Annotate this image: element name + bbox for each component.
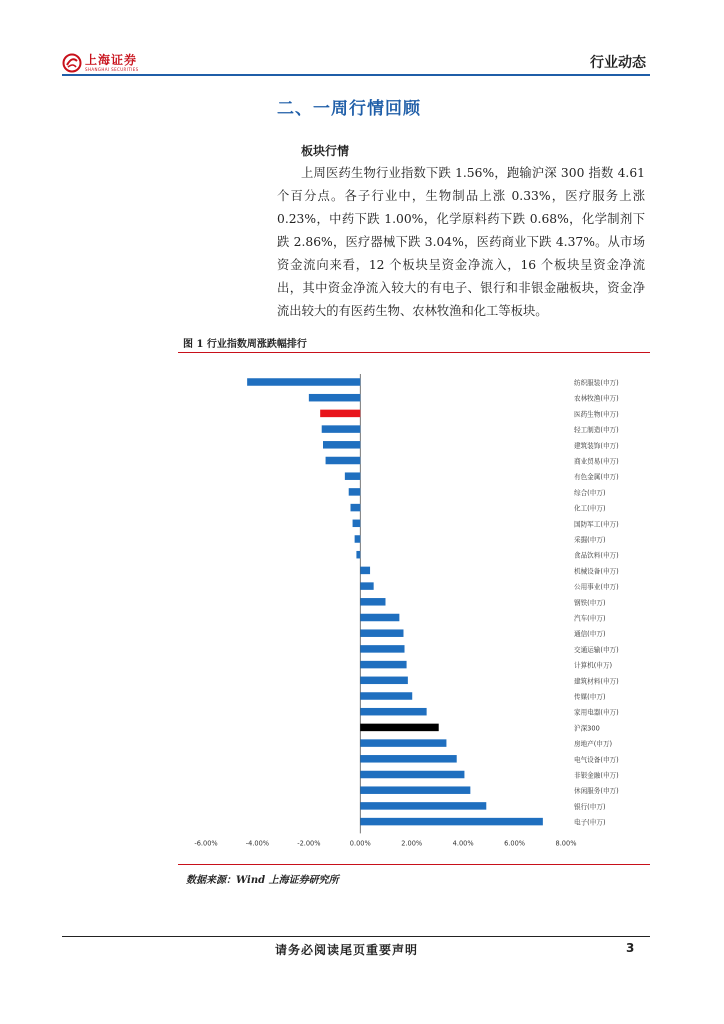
category-label-25: 非银金融(申万) <box>574 771 619 780</box>
x-tick-label-0: -6.00% <box>194 839 218 848</box>
bar-26 <box>360 786 470 794</box>
x-tick-label-3: 0.00% <box>349 839 371 848</box>
bar-14 <box>360 598 385 606</box>
page-number: 3 <box>626 941 635 955</box>
category-label-12: 机械设备(申万) <box>574 567 619 576</box>
category-label-10: 采掘(申万) <box>574 536 606 544</box>
x-tick-label-6: 6.00% <box>504 839 526 848</box>
bar-8 <box>351 504 361 512</box>
bar-12 <box>360 567 370 575</box>
x-tick-label-2: -2.00% <box>297 839 321 848</box>
bar-22 <box>360 724 438 732</box>
category-label-9: 国防军工(申万) <box>574 520 619 529</box>
category-label-15: 汽车(申万) <box>574 614 606 623</box>
header-divider <box>62 74 650 76</box>
bar-7 <box>349 488 361 496</box>
category-label-5: 商业贸易(申万) <box>574 457 619 466</box>
bar-16 <box>360 629 403 637</box>
figure-bottom-rule <box>178 864 650 865</box>
section-title: 二、一周行情回顾 <box>277 99 421 119</box>
category-label-16: 通信(申万) <box>574 630 606 639</box>
figure-caption: 图 1 行业指数周涨跌幅排行 <box>183 339 307 350</box>
category-label-17: 交通运输(申万) <box>574 645 619 654</box>
category-label-1: 农林牧渔(申万) <box>574 394 619 403</box>
footer-disclaimer: 请务必阅读尾页重要声明 <box>275 943 419 957</box>
bar-11 <box>356 551 360 559</box>
x-tick-label-7: 8.00% <box>555 839 577 848</box>
body-paragraph: 上周医药生物行业指数下跌 1.56%，跑输沪深 300 指数 4.61 个百分点。各子行业中，生物制品上涨 0.33%，医疗服务上涨 0.23%，中药下跌 1.00%，化学原料药下跌 0.68%，化学制剂下跌 2.86%，医疗器械下跌 3.04%，医药商业下跌 4.37%。从市场资金流向来看，12 个板块呈资金净流入，16 个板块呈资金净流出，其中资金净流入较大的有电子、银行和非银金融板块，资金净流出较大的有医药生物、农林牧渔和化工等板块。 <box>277 166 645 318</box>
subsection-title: 板块行情 <box>301 144 350 158</box>
bar-13 <box>360 582 373 590</box>
category-label-7: 综合(申万) <box>574 488 606 497</box>
bar-25 <box>360 771 464 779</box>
x-tick-label-1: -4.00% <box>245 839 270 848</box>
logo-emblem-icon <box>62 53 82 73</box>
category-label-18: 计算机(申万) <box>574 661 613 670</box>
bar-4 <box>323 441 360 449</box>
category-label-20: 传媒(申万) <box>574 693 606 701</box>
data-source-note: 数据来源：Wind 上海证券研究所 <box>186 875 339 886</box>
category-label-3: 轻工制造(申万) <box>574 426 619 435</box>
bar-3 <box>322 425 361 433</box>
category-label-26: 休闲服务(申万) <box>574 787 619 796</box>
category-label-11: 食品饮料(申万) <box>574 551 619 560</box>
category-label-2: 医药生物(申万) <box>574 410 619 419</box>
category-label-0: 纺织服装(申万) <box>574 379 619 387</box>
x-tick-label-4: 2.00% <box>401 839 423 848</box>
company-logo <box>62 50 139 76</box>
bar-6 <box>345 472 360 480</box>
bar-20 <box>360 692 412 700</box>
category-label-19: 建筑材料(申万) <box>574 677 619 686</box>
bar-24 <box>360 755 456 763</box>
bar-10 <box>355 535 361 543</box>
category-label-23: 房地产(申万) <box>574 740 613 749</box>
bar-15 <box>360 614 399 622</box>
bar-0 <box>247 378 360 386</box>
x-tick-label-5: 4.00% <box>452 839 474 848</box>
category-label-13: 公用事业(申万) <box>574 583 619 592</box>
category-label-6: 有色金属(申万) <box>574 473 619 482</box>
bar-1 <box>309 394 360 402</box>
category-label-28: 电子(申万) <box>574 818 606 827</box>
logo-english-name: SHANGHAI SECURITIES <box>85 67 139 72</box>
logo-chinese-name: 上海证券 <box>85 53 138 67</box>
footer-divider <box>62 936 650 937</box>
category-label-27: 银行(申万) <box>574 802 606 811</box>
category-label-22: 沪深300 <box>574 724 600 733</box>
bar-18 <box>360 661 406 669</box>
category-label-14: 钢铁(申万) <box>574 598 606 607</box>
category-label-8: 化工(申万) <box>574 504 606 513</box>
bar-2 <box>320 410 360 418</box>
category-label-24: 电气设备(申万) <box>574 755 619 764</box>
bar-21 <box>360 708 426 716</box>
figure-top-rule <box>178 352 650 353</box>
document-type-label: 行业动态 <box>590 55 646 71</box>
bar-17 <box>360 645 404 653</box>
bar-19 <box>360 677 408 685</box>
industry-weekly-change-chart <box>178 360 650 858</box>
category-label-21: 家用电器(申万) <box>574 708 619 717</box>
bar-23 <box>360 739 446 747</box>
category-label-4: 建筑装饰(申万) <box>574 441 619 450</box>
bar-5 <box>326 457 361 465</box>
bar-28 <box>360 818 543 826</box>
bar-27 <box>360 802 486 810</box>
bar-9 <box>353 520 361 528</box>
